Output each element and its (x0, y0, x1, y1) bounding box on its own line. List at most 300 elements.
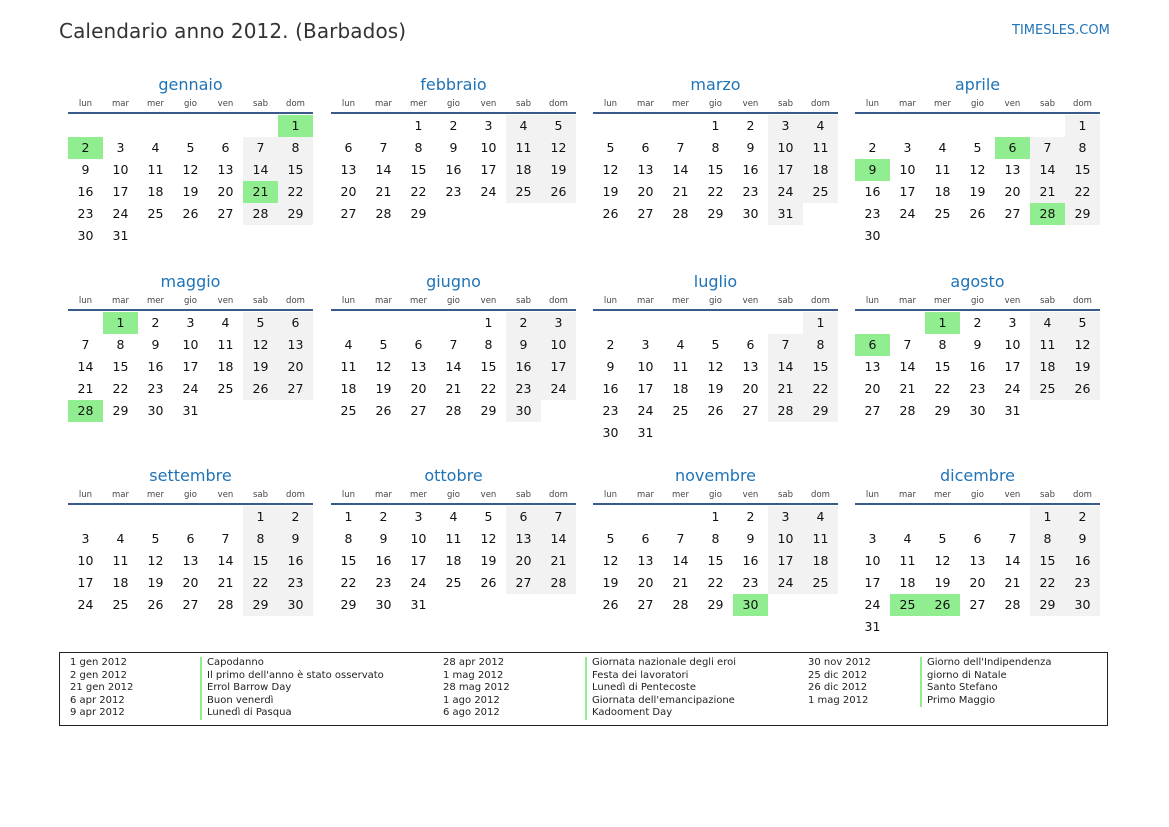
empty-cell (628, 115, 663, 137)
day-cell: 21 (899, 381, 916, 396)
weekday-label: gio (971, 99, 984, 109)
weekday-label: mer (933, 99, 951, 109)
empty-cell (628, 312, 663, 334)
day-cell: 3 (541, 312, 576, 334)
day-cell: 29 (707, 206, 724, 221)
empty-cell (855, 115, 890, 137)
day-cell: 16 (864, 184, 881, 199)
day-cell: 26 (375, 403, 392, 418)
month-name: febbraio (420, 75, 487, 94)
day-cell: 11 (803, 137, 838, 159)
weekday-label: sab (515, 99, 532, 109)
day-cell: 7 (676, 140, 685, 155)
day-cell: 7 (81, 337, 90, 352)
empty-cell (593, 115, 628, 137)
weekday-label: dom (549, 99, 568, 109)
day-cell: 15 (1030, 550, 1065, 572)
weekday-label: mar (112, 99, 129, 109)
day-cell: 16 (969, 359, 986, 374)
day-cell: 6 (641, 140, 650, 155)
day-cell: 3 (903, 140, 912, 155)
day-cell: 9 (81, 162, 90, 177)
day-cell: 8 (1030, 528, 1065, 550)
holiday-day-cell: 25 (890, 594, 925, 616)
weekday-label: sab (1039, 296, 1056, 306)
day-cell: 10 (899, 162, 916, 177)
day-cell: 14 (899, 359, 916, 374)
legend-entry: Giornata nazionale degli eroi (585, 657, 736, 670)
day-cell: 4 (151, 140, 160, 155)
day-cell: 24 (768, 572, 803, 594)
day-cell: 10 (480, 140, 497, 155)
holiday-legend (59, 652, 1108, 726)
day-cell: 22 (707, 184, 724, 199)
empty-cell (593, 506, 628, 528)
day-cell: 18 (803, 550, 838, 572)
day-cell: 7 (541, 506, 576, 528)
weekday-label: gio (709, 99, 722, 109)
day-cell: 21 (77, 381, 94, 396)
day-cell: 19 (969, 184, 986, 199)
weekday-header (331, 96, 576, 114)
legend-entry: 1 gen 2012 (70, 657, 128, 668)
day-cell: 4 (938, 140, 947, 155)
day-cell: 29 (707, 597, 724, 612)
holiday-day-cell: 28 (68, 400, 103, 422)
month-name: luglio (693, 272, 738, 291)
day-cell: 8 (711, 531, 720, 546)
day-cell: 13 (182, 553, 199, 568)
day-cell: 31 (182, 403, 199, 418)
day-cell: 4 (221, 315, 230, 330)
weekday-label: sab (1039, 99, 1056, 109)
day-cell: 15 (278, 159, 313, 181)
holiday-day-cell: 1 (103, 312, 138, 334)
weekday-label: dom (549, 296, 568, 306)
day-cell: 30 (1065, 594, 1100, 616)
weekday-label: mar (899, 99, 916, 109)
day-cell: 10 (768, 137, 803, 159)
month-name: settembre (149, 466, 232, 485)
day-cell: 25 (445, 575, 462, 590)
holiday-day-cell: 6 (855, 334, 890, 356)
legend-entry: 2 gen 2012 (70, 669, 128, 681)
day-cell: 4 (803, 506, 838, 528)
day-cell: 27 (410, 403, 427, 418)
day-cell: 13 (864, 359, 881, 374)
day-cell: 18 (899, 575, 916, 590)
day-cell: 28 (541, 572, 576, 594)
weekday-label: lun (78, 296, 93, 306)
legend-names-col-1 (200, 657, 384, 720)
day-cell: 27 (340, 206, 357, 221)
holiday-day-cell: 2 (68, 137, 103, 159)
day-cell: 26 (707, 403, 724, 418)
day-cell: 15 (340, 553, 357, 568)
day-cell: 6 (186, 531, 195, 546)
day-cell: 29 (803, 400, 838, 422)
day-cell: 16 (742, 162, 759, 177)
day-cell: 25 (1030, 378, 1065, 400)
day-cell: 9 (278, 528, 313, 550)
weekday-label: mer (146, 99, 164, 109)
day-cell: 18 (445, 553, 462, 568)
month-luglio (593, 271, 838, 444)
holiday-day-cell: 1 (278, 115, 313, 137)
weekday-label: mar (899, 296, 916, 306)
month-name: marzo (690, 75, 741, 94)
day-cell: 15 (410, 162, 427, 177)
day-cell: 29 (934, 403, 951, 418)
legend-entry: Festa dei lavoratori (585, 670, 736, 683)
day-cell: 4 (449, 509, 458, 524)
day-cell: 19 (602, 184, 619, 199)
weekday-header (593, 293, 838, 311)
weekday-label: lun (341, 99, 356, 109)
day-cell: 31 (864, 619, 881, 634)
day-cell: 5 (541, 115, 576, 137)
weekday-label: gio (447, 296, 460, 306)
month-dicembre (855, 465, 1100, 638)
day-cell: 1 (243, 506, 278, 528)
day-cell: 17 (864, 575, 881, 590)
day-cell: 26 (480, 575, 497, 590)
month-name: dicembre (939, 466, 1016, 485)
holiday-day-cell: 1 (925, 312, 960, 334)
weekday-label: ven (480, 296, 497, 306)
day-cell: 2 (278, 506, 313, 528)
weekday-label: lun (603, 99, 618, 109)
legend-dates-col-2 (443, 657, 510, 720)
day-cell: 22 (112, 381, 129, 396)
weekday-header (68, 487, 313, 505)
day-cell: 30 (375, 597, 392, 612)
days-grid (331, 312, 576, 422)
day-cell: 17 (768, 159, 803, 181)
empty-cell (995, 115, 1030, 137)
days-grid (855, 312, 1100, 422)
day-cell: 27 (217, 206, 234, 221)
day-cell: 13 (969, 553, 986, 568)
day-cell: 2 (746, 118, 755, 133)
day-cell: 25 (934, 206, 951, 221)
day-cell: 17 (182, 359, 199, 374)
day-cell: 6 (344, 140, 353, 155)
legend-entry: 26 dic 2012 (808, 682, 868, 694)
empty-cell (138, 506, 173, 528)
legend-entry: 21 gen 2012 (70, 682, 134, 694)
day-cell: 16 (602, 381, 619, 396)
days-grid (593, 312, 838, 444)
day-cell: 11 (147, 162, 164, 177)
weekday-label: sab (515, 296, 532, 306)
day-cell: 13 (217, 162, 234, 177)
day-cell: 20 (969, 575, 986, 590)
day-cell: 31 (637, 425, 654, 440)
empty-cell (663, 506, 698, 528)
day-cell: 17 (480, 162, 497, 177)
day-cell: 10 (768, 528, 803, 550)
day-cell: 17 (768, 550, 803, 572)
weekday-label: gio (709, 296, 722, 306)
day-cell: 1 (711, 509, 720, 524)
day-cell: 6 (746, 337, 755, 352)
day-cell: 5 (711, 337, 720, 352)
day-cell: 20 (864, 381, 881, 396)
day-cell: 8 (344, 531, 353, 546)
month-name: agosto (950, 272, 1005, 291)
day-cell: 20 (217, 184, 234, 199)
legend-names-col-2 (585, 657, 736, 720)
weekday-label: mar (112, 296, 129, 306)
empty-cell (925, 115, 960, 137)
legend-entry: 28 mag 2012 (443, 682, 510, 694)
day-cell: 29 (112, 403, 129, 418)
weekday-label: mer (933, 490, 951, 500)
day-cell: 8 (243, 528, 278, 550)
weekday-header (593, 487, 838, 505)
month-name: giugno (426, 272, 481, 291)
day-cell: 2 (506, 312, 541, 334)
legend-entry: 1 ago 2012 (443, 694, 500, 706)
month-marzo (593, 74, 838, 225)
day-cell: 9 (379, 531, 388, 546)
day-cell: 30 (147, 403, 164, 418)
day-cell: 6 (506, 506, 541, 528)
weekday-label: ven (217, 99, 234, 109)
empty-cell (103, 506, 138, 528)
day-cell: 27 (182, 597, 199, 612)
weekday-label: sab (252, 490, 269, 500)
day-cell: 2 (151, 315, 160, 330)
weekday-header (68, 96, 313, 114)
day-cell: 14 (243, 159, 278, 181)
holiday-day-cell: 28 (1030, 203, 1065, 225)
empty-cell (366, 115, 401, 137)
days-grid (68, 312, 313, 422)
day-cell: 5 (973, 140, 982, 155)
day-cell: 18 (147, 184, 164, 199)
day-cell: 1 (344, 509, 353, 524)
day-cell: 6 (641, 531, 650, 546)
day-cell: 30 (77, 228, 94, 243)
day-cell: 1 (484, 315, 493, 330)
weekday-label: dom (811, 490, 830, 500)
legend-entry: giorno di Natale (920, 670, 1052, 683)
day-cell: 19 (243, 356, 278, 378)
weekday-label: mer (409, 490, 427, 500)
empty-cell (768, 312, 803, 334)
month-giugno (331, 271, 576, 422)
day-cell: 2 (606, 337, 615, 352)
legend-entry: Giornata dell'emancipazione (585, 695, 736, 708)
day-cell: 5 (151, 531, 160, 546)
weekday-label: lun (865, 99, 880, 109)
day-cell: 19 (541, 159, 576, 181)
empty-cell (401, 312, 436, 334)
day-cell: 12 (375, 359, 392, 374)
month-agosto (855, 271, 1100, 422)
day-cell: 5 (938, 531, 947, 546)
day-cell: 1 (1065, 115, 1100, 137)
legend-entry: Kadooment Day (585, 707, 736, 720)
days-grid (593, 506, 838, 616)
legend-entry: 9 apr 2012 (70, 707, 125, 719)
day-cell: 22 (707, 575, 724, 590)
weekday-label: ven (1004, 99, 1021, 109)
day-cell: 22 (1065, 181, 1100, 203)
weekday-header (855, 487, 1100, 505)
legend-entry: Giorno dell'Indipendenza (920, 657, 1052, 670)
legend-entry: Capodanno (200, 657, 384, 670)
day-cell: 28 (375, 206, 392, 221)
weekday-label: ven (217, 490, 234, 500)
weekday-label: lun (341, 296, 356, 306)
day-cell: 14 (1030, 159, 1065, 181)
day-cell: 16 (375, 553, 392, 568)
day-cell: 23 (1065, 572, 1100, 594)
empty-cell (436, 312, 471, 334)
day-cell: 31 (1004, 403, 1021, 418)
day-cell: 22 (480, 381, 497, 396)
day-cell: 15 (243, 550, 278, 572)
day-cell: 29 (480, 403, 497, 418)
weekday-label: gio (447, 99, 460, 109)
empty-cell (960, 506, 995, 528)
day-cell: 12 (969, 162, 986, 177)
day-cell: 2 (379, 509, 388, 524)
day-cell: 19 (707, 381, 724, 396)
day-cell: 22 (410, 184, 427, 199)
day-cell: 27 (864, 403, 881, 418)
empty-cell (208, 506, 243, 528)
month-name: ottobre (424, 466, 483, 485)
day-cell: 26 (602, 206, 619, 221)
empty-cell (173, 115, 208, 137)
month-aprile (855, 74, 1100, 247)
day-cell: 30 (742, 206, 759, 221)
day-cell: 9 (1065, 528, 1100, 550)
day-cell: 26 (969, 206, 986, 221)
day-cell: 11 (112, 553, 129, 568)
day-cell: 10 (1004, 337, 1021, 352)
day-cell: 21 (1004, 575, 1021, 590)
weekday-label: sab (777, 490, 794, 500)
day-cell: 8 (1065, 137, 1100, 159)
site-link[interactable]: TIMESLES.COM (1012, 23, 1110, 38)
day-cell: 21 (217, 575, 234, 590)
day-cell: 1 (414, 118, 423, 133)
day-cell: 24 (899, 206, 916, 221)
day-cell: 9 (973, 337, 982, 352)
day-cell: 28 (243, 203, 278, 225)
day-cell: 1 (1030, 506, 1065, 528)
day-cell: 5 (186, 140, 195, 155)
day-cell: 30 (278, 594, 313, 616)
holiday-day-cell: 21 (243, 181, 278, 203)
day-cell: 7 (768, 334, 803, 356)
weekday-label: sab (252, 99, 269, 109)
day-cell: 29 (1065, 203, 1100, 225)
days-grid (855, 115, 1100, 247)
day-cell: 23 (602, 403, 619, 418)
day-cell: 13 (637, 553, 654, 568)
day-cell: 7 (1030, 137, 1065, 159)
day-cell: 7 (221, 531, 230, 546)
legend-entry: Lunedì di Pasqua (200, 707, 384, 720)
day-cell: 24 (182, 381, 199, 396)
legend-dates-col-1 (70, 657, 133, 720)
legend-entry: 28 apr 2012 (443, 657, 505, 668)
day-cell: 21 (375, 184, 392, 199)
day-cell: 17 (112, 184, 129, 199)
day-cell: 2 (868, 140, 877, 155)
day-cell: 11 (934, 162, 951, 177)
day-cell: 27 (1004, 206, 1021, 221)
day-cell: 14 (77, 359, 94, 374)
holiday-day-cell: 30 (733, 594, 768, 616)
day-cell: 4 (344, 337, 353, 352)
day-cell: 9 (746, 531, 755, 546)
weekday-label: gio (447, 490, 460, 500)
day-cell: 19 (1065, 356, 1100, 378)
day-cell: 15 (480, 359, 497, 374)
legend-entry: 1 mag 2012 (808, 694, 869, 706)
day-cell: 22 (340, 575, 357, 590)
day-cell: 11 (340, 359, 357, 374)
day-cell: 8 (803, 334, 838, 356)
weekday-label: dom (286, 490, 305, 500)
days-grid (855, 506, 1100, 638)
day-cell: 3 (414, 509, 423, 524)
month-gennaio (68, 74, 313, 247)
weekday-header (855, 293, 1100, 311)
weekday-header (855, 96, 1100, 114)
day-cell: 22 (278, 181, 313, 203)
days-grid (593, 115, 838, 225)
empty-cell (663, 312, 698, 334)
day-cell: 28 (1004, 597, 1021, 612)
empty-cell (890, 115, 925, 137)
empty-cell (628, 506, 663, 528)
day-cell: 30 (506, 400, 541, 422)
day-cell: 7 (379, 140, 388, 155)
day-cell: 5 (606, 140, 615, 155)
weekday-label: gio (184, 99, 197, 109)
day-cell: 10 (410, 531, 427, 546)
weekday-label: lun (78, 490, 93, 500)
day-cell: 4 (506, 115, 541, 137)
day-cell: 10 (112, 162, 129, 177)
day-cell: 20 (410, 381, 427, 396)
month-name: novembre (674, 466, 757, 485)
weekday-label: mar (637, 99, 654, 109)
day-cell: 3 (81, 531, 90, 546)
day-cell: 11 (672, 359, 689, 374)
legend-dates-col-3 (808, 657, 871, 707)
day-cell: 15 (934, 359, 951, 374)
day-cell: 21 (1030, 181, 1065, 203)
day-cell: 4 (903, 531, 912, 546)
day-cell: 22 (934, 381, 951, 396)
legend-names-col-3 (920, 657, 1052, 707)
day-cell: 25 (112, 597, 129, 612)
day-cell: 12 (541, 137, 576, 159)
day-cell: 11 (506, 137, 541, 159)
weekday-label: mar (375, 296, 392, 306)
day-cell: 31 (768, 203, 803, 225)
day-cell: 7 (1008, 531, 1017, 546)
